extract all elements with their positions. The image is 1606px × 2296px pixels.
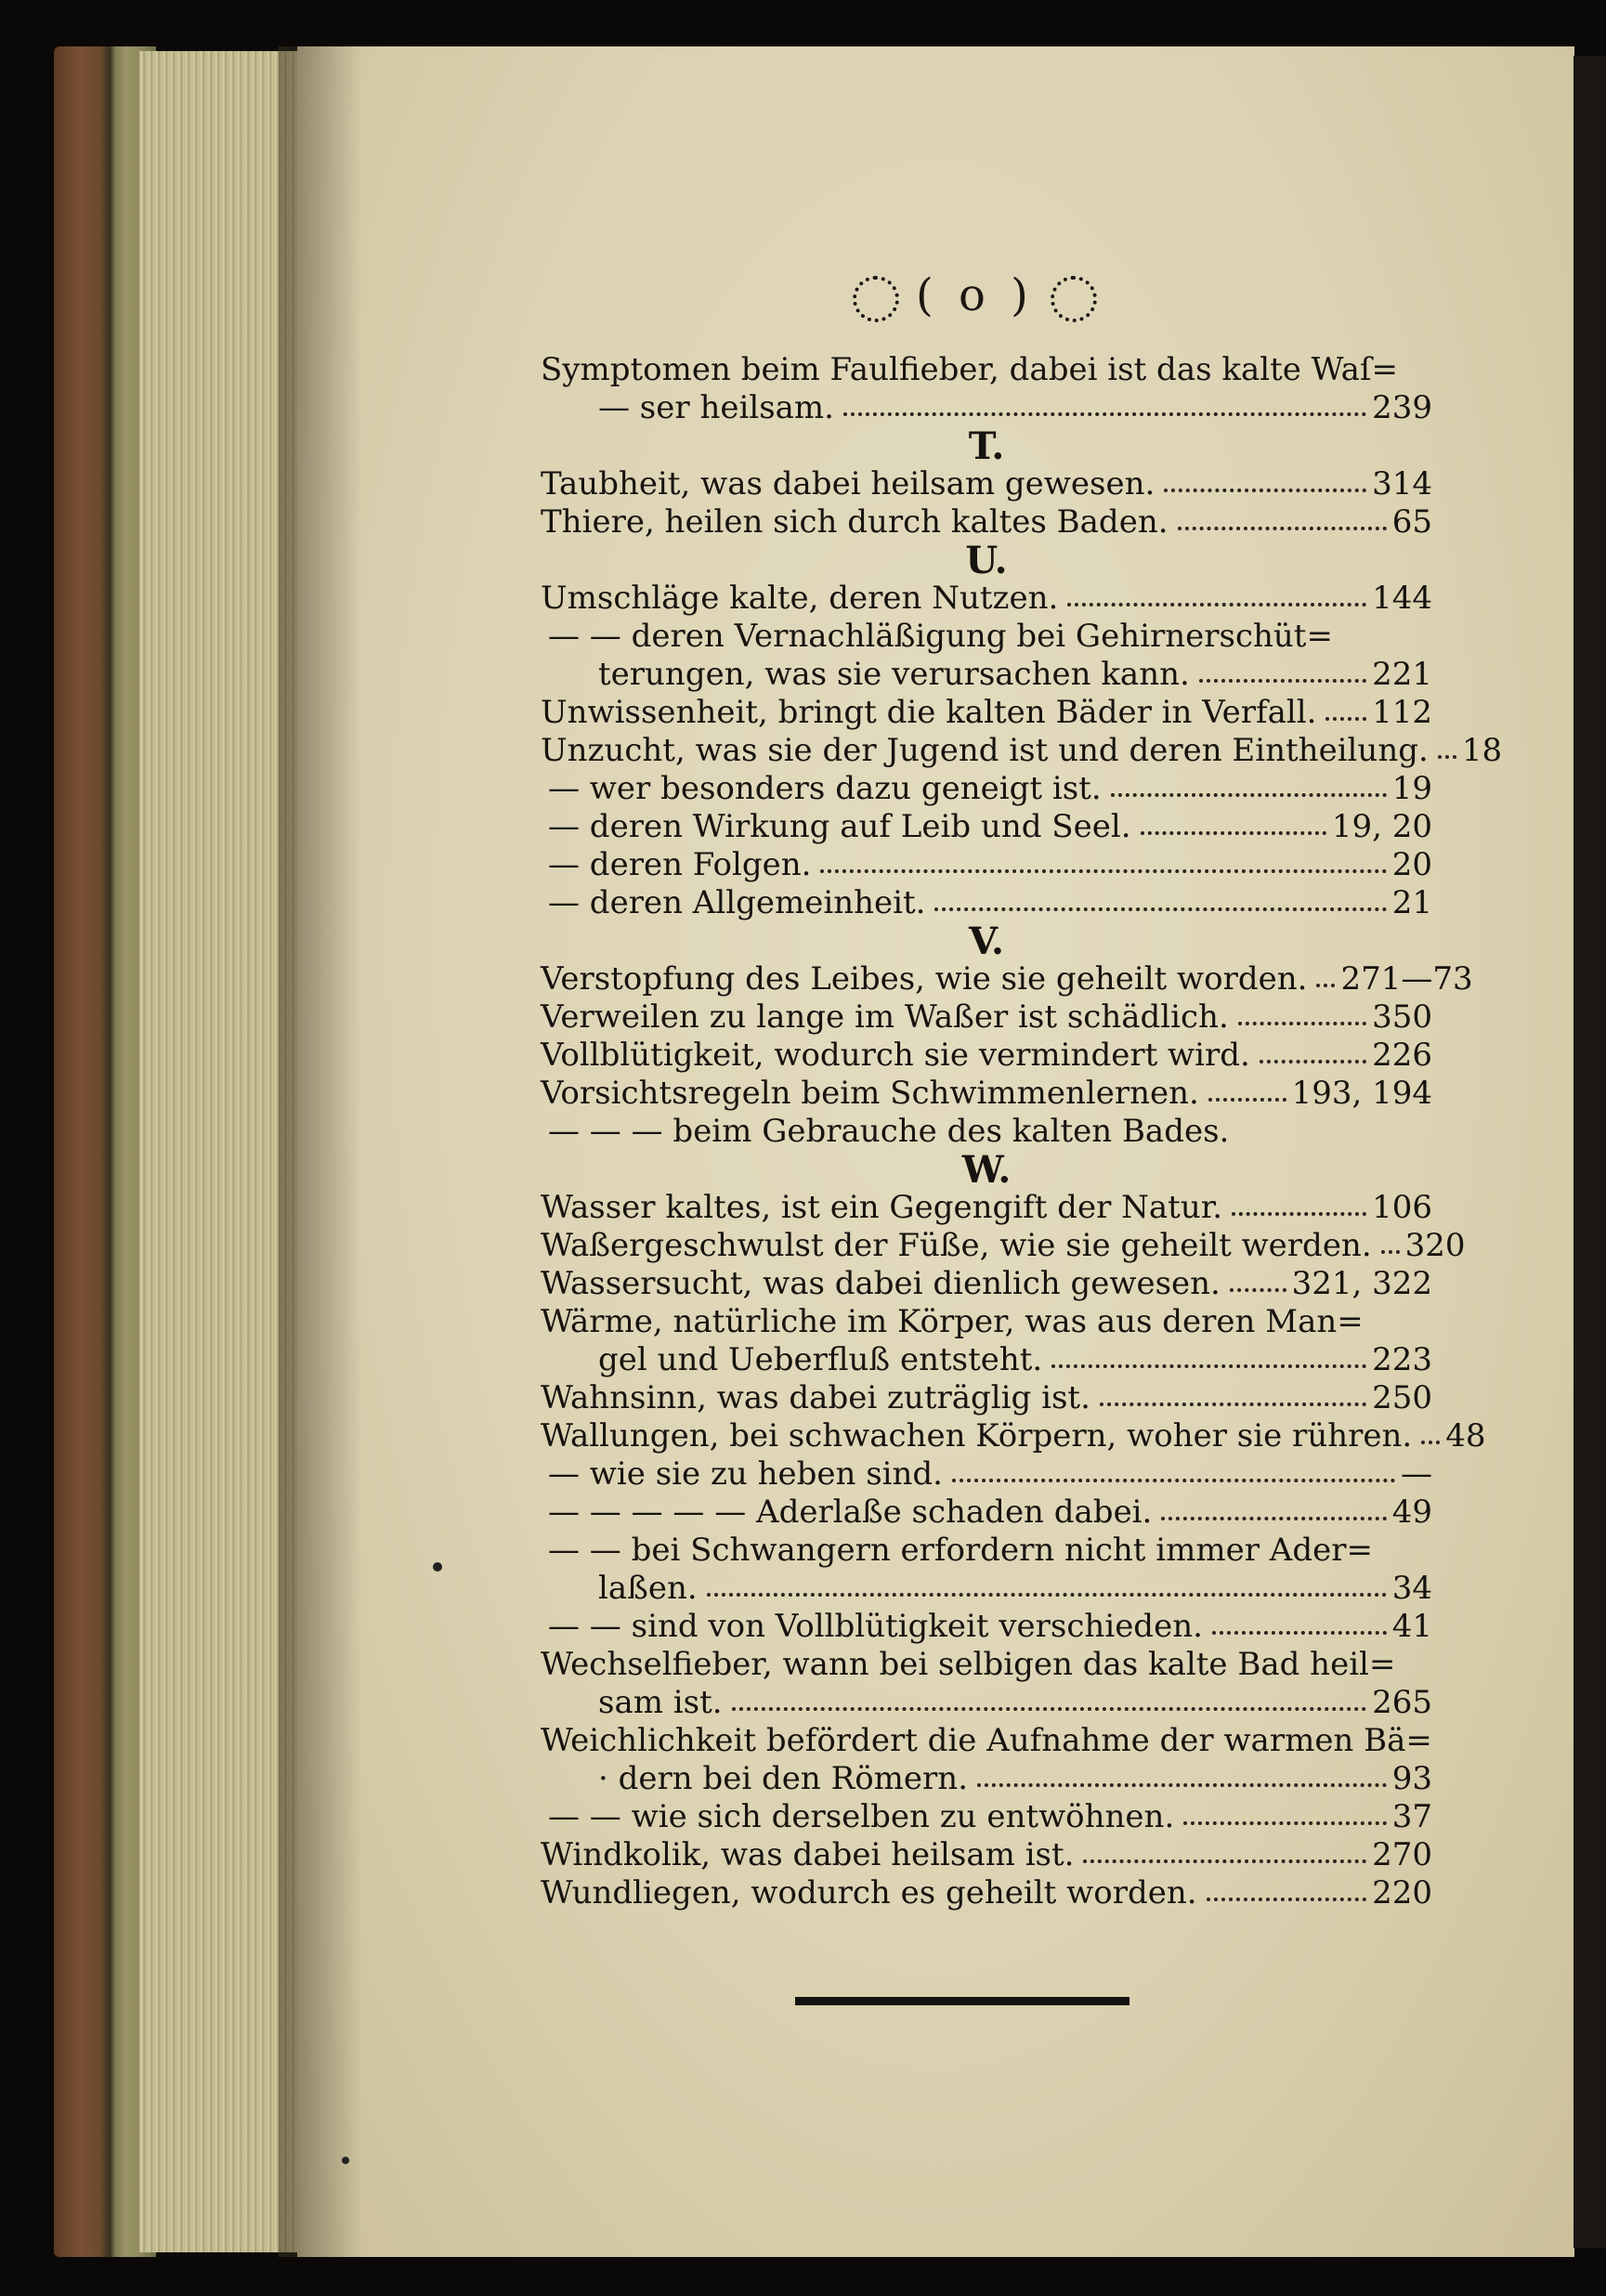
index-continuation <box>541 1684 1432 1722</box>
index-continuation <box>541 1570 1432 1608</box>
entry-text: Wahnsinn, was dabei zuträglig ist. <box>541 1379 1090 1416</box>
index-entry <box>541 960 1473 998</box>
page-reference: 314 <box>1372 465 1432 502</box>
dot-leader <box>1051 1341 1366 1368</box>
entry-text: sam ist. <box>598 1684 723 1721</box>
page-reference: 271—73 <box>1340 960 1473 998</box>
ink-spot <box>342 2157 349 2164</box>
dot-leader <box>1208 1075 1286 1102</box>
page-reference: 19 <box>1391 770 1432 807</box>
entry-text: Symptomen beim Faulfieber, dabei ist das kalte Waſ= <box>541 351 1399 388</box>
section-letter: V. <box>969 920 1004 963</box>
ink-spot <box>433 1562 442 1572</box>
index-subentry <box>541 1532 1432 1570</box>
index-subentry <box>541 1798 1432 1836</box>
dot-leader <box>1260 1037 1366 1063</box>
section-letter: U. <box>965 539 1008 582</box>
index-entry <box>541 732 1503 770</box>
index-subentry <box>541 808 1432 846</box>
page-reference: 93 <box>1391 1760 1432 1797</box>
index-subentry <box>541 1113 1432 1151</box>
page-reference: 221 <box>1372 656 1432 693</box>
dot-leader <box>977 1760 1387 1787</box>
page-reference: 320 <box>1404 1227 1466 1264</box>
dot-leader <box>1230 1265 1286 1292</box>
dot-leader <box>1161 1494 1386 1520</box>
page-reference: 37 <box>1391 1798 1432 1835</box>
dot-leader <box>732 1684 1367 1711</box>
page-reference: 65 <box>1391 503 1432 541</box>
dot-leader <box>1178 503 1387 530</box>
entry-text: Verweilen zu lange im Waßer ist schädlich. <box>541 998 1229 1036</box>
entry-text: — wie sie zu heben sind. <box>548 1455 943 1493</box>
index-continuation <box>541 389 1432 427</box>
index-entry <box>541 1646 1432 1684</box>
entry-text: — — — beim Gebrauche des kalten Bades. <box>548 1113 1230 1150</box>
page-reference: 106 <box>1372 1189 1432 1226</box>
page-reference: 112 <box>1372 694 1432 731</box>
entry-text: — ser heilsam. <box>598 389 834 426</box>
page-reference: 226 <box>1372 1037 1432 1074</box>
page-reference: 18 <box>1461 732 1503 769</box>
page-reference: 239 <box>1372 389 1432 426</box>
dot-leader <box>952 1455 1395 1482</box>
facing-page-edge <box>1573 56 1606 2248</box>
dot-leader <box>843 389 1366 416</box>
entry-text: — — wie sich derselben zu entwöhnen. <box>548 1798 1175 1835</box>
entry-text: — deren Wirkung auf Leib und Seel. <box>548 808 1131 845</box>
index-subentry <box>541 846 1432 884</box>
index-entry <box>541 1874 1432 1912</box>
dot-leader <box>1438 732 1456 759</box>
page-reference: 19, 20 <box>1331 808 1432 845</box>
dot-leader <box>707 1570 1387 1597</box>
page-reference: 49 <box>1391 1494 1432 1531</box>
closing-rule <box>795 1997 1129 2005</box>
dot-leader <box>1183 1798 1386 1825</box>
index-subentry <box>541 1494 1432 1532</box>
entry-text: Unwissenheit, bringt die kalten Bäder in Verfall. <box>541 694 1317 731</box>
index-entry <box>541 1189 1432 1227</box>
dot-leader <box>1325 694 1366 721</box>
dot-leader <box>934 884 1386 911</box>
page-reference: 270 <box>1372 1836 1432 1873</box>
index-entry <box>541 694 1432 732</box>
dot-leader <box>1421 1417 1440 1444</box>
page-stack <box>139 51 302 2252</box>
entry-text: — — deren Vernachläßigung bei Gehirnerschüt= <box>548 618 1333 655</box>
page-number-header: ( o ) <box>916 269 1034 321</box>
entry-text: Wassersucht, was dabei dienlich gewesen. <box>541 1265 1221 1302</box>
index-entry <box>541 1227 1466 1265</box>
section-letter: W. <box>961 1148 1012 1192</box>
index-entry <box>541 1417 1486 1455</box>
dot-leader <box>1381 1227 1400 1254</box>
entry-text: Wechselfieber, wann bei selbigen das kalte Bad heil= <box>541 1646 1396 1683</box>
page-reference: 265 <box>1372 1684 1432 1721</box>
entry-text: Wallungen, bei schwachen Körpern, woher sie rühren. <box>541 1417 1413 1455</box>
dot-leader <box>1083 1836 1366 1863</box>
entry-text: Vollblütigkeit, wodurch sie vermindert wird. <box>541 1037 1250 1074</box>
dot-leader <box>1212 1608 1387 1635</box>
index-entries <box>541 351 1503 1912</box>
index-entry <box>541 1836 1432 1874</box>
index-entry <box>541 998 1432 1037</box>
index-subentry <box>541 1608 1432 1646</box>
index-subentry <box>541 884 1432 922</box>
index-subentry <box>541 618 1432 656</box>
entry-text: Vorsichtsregeln beim Schwimmenlernen. <box>541 1075 1199 1112</box>
entry-text: · dern bei den Römern. <box>598 1760 969 1797</box>
page-header <box>836 269 1114 325</box>
entry-text: Wasser kaltes, ist ein Gegengift der Natur. <box>541 1189 1223 1226</box>
entry-text: — wer besonders dazu geneigt ist. <box>548 770 1102 807</box>
index-entry <box>541 1303 1432 1341</box>
entry-text: laßen. <box>598 1570 698 1607</box>
page-reference: 321, 322 <box>1291 1265 1432 1302</box>
entry-text: — deren Allgemeinheit. <box>548 884 926 921</box>
index-continuation <box>541 1341 1432 1379</box>
entry-text: Unzucht, was sie der Jugend ist und deren Eintheilung. <box>541 732 1429 769</box>
page-reference: 34 <box>1391 1570 1432 1607</box>
page-reference: 223 <box>1372 1341 1432 1378</box>
gutter-shadow <box>279 46 362 2257</box>
dot-leader <box>1100 1379 1366 1406</box>
index-entry <box>541 1037 1432 1075</box>
dot-leader <box>1141 808 1326 835</box>
index-entry <box>541 351 1432 389</box>
dot-leader <box>1316 960 1335 987</box>
entry-text: Weichlichkeit befördert die Aufnahme der warmen Bä= <box>541 1722 1432 1759</box>
index-entry <box>541 1075 1432 1113</box>
entry-text: Waßergeschwulst der Füße, wie sie geheilt werden. <box>541 1227 1372 1264</box>
entry-text: Windkolik, was dabei heilsam ist. <box>541 1836 1075 1873</box>
entry-text: Verstopfung des Leibes, wie sie geheilt worden. <box>541 960 1308 998</box>
page-reference: — <box>1401 1455 1432 1493</box>
index-subentry <box>541 770 1432 808</box>
index-continuation <box>541 1760 1432 1798</box>
page-reference: 41 <box>1391 1608 1432 1645</box>
page-reference: 250 <box>1372 1379 1432 1416</box>
index-entry <box>541 1379 1432 1417</box>
entry-text: Taubheit, was dabei heilsam gewesen. <box>541 465 1156 502</box>
index-entry <box>541 503 1432 541</box>
ornament-right-icon <box>1051 276 1097 322</box>
page-reference: 144 <box>1372 580 1432 617</box>
ornament-left-icon <box>853 276 899 322</box>
dot-leader <box>1232 1189 1366 1216</box>
page-reference: 350 <box>1372 998 1432 1036</box>
page-reference: 48 <box>1445 1417 1486 1455</box>
index-entry <box>541 580 1432 618</box>
dot-leader <box>1164 465 1366 492</box>
dot-leader <box>1111 770 1387 797</box>
entry-text: Wärme, natürliche im Körper, was aus deren Man= <box>541 1303 1364 1340</box>
section-letter: T. <box>968 424 1005 468</box>
page-reference: 193, 194 <box>1291 1075 1432 1112</box>
index-continuation <box>541 656 1432 694</box>
entry-text: gel und Ueberfluß entsteht. <box>598 1341 1043 1378</box>
index-entry <box>541 465 1432 503</box>
entry-text: — — — — — Aderlaße schaden dabei. <box>548 1494 1153 1531</box>
entry-text: — — bei Schwangern erfordern nicht immer Ader= <box>548 1532 1373 1569</box>
page-reference: 20 <box>1391 846 1432 883</box>
dot-leader <box>1067 580 1366 607</box>
dot-leader <box>1199 656 1366 683</box>
index-subentry <box>541 1455 1432 1494</box>
entry-text: — — sind von Vollblütigkeit verschieden. <box>548 1608 1203 1645</box>
page-reference: 21 <box>1391 884 1432 921</box>
entry-text: Umschläge kalte, deren Nutzen. <box>541 580 1059 617</box>
page-reference: 220 <box>1372 1874 1432 1911</box>
entry-text: Wundliegen, wodurch es geheilt worden. <box>541 1874 1197 1911</box>
dot-leader <box>820 846 1386 873</box>
dot-leader <box>1238 998 1366 1025</box>
entry-text: terungen, was sie verursachen kann. <box>598 656 1190 693</box>
entry-text: — deren Folgen. <box>548 846 812 883</box>
dot-leader <box>1207 1874 1367 1901</box>
index-entry <box>541 1265 1432 1303</box>
entry-text: Thiere, heilen sich durch kaltes Baden. <box>541 503 1169 541</box>
index-entry <box>541 1722 1432 1760</box>
